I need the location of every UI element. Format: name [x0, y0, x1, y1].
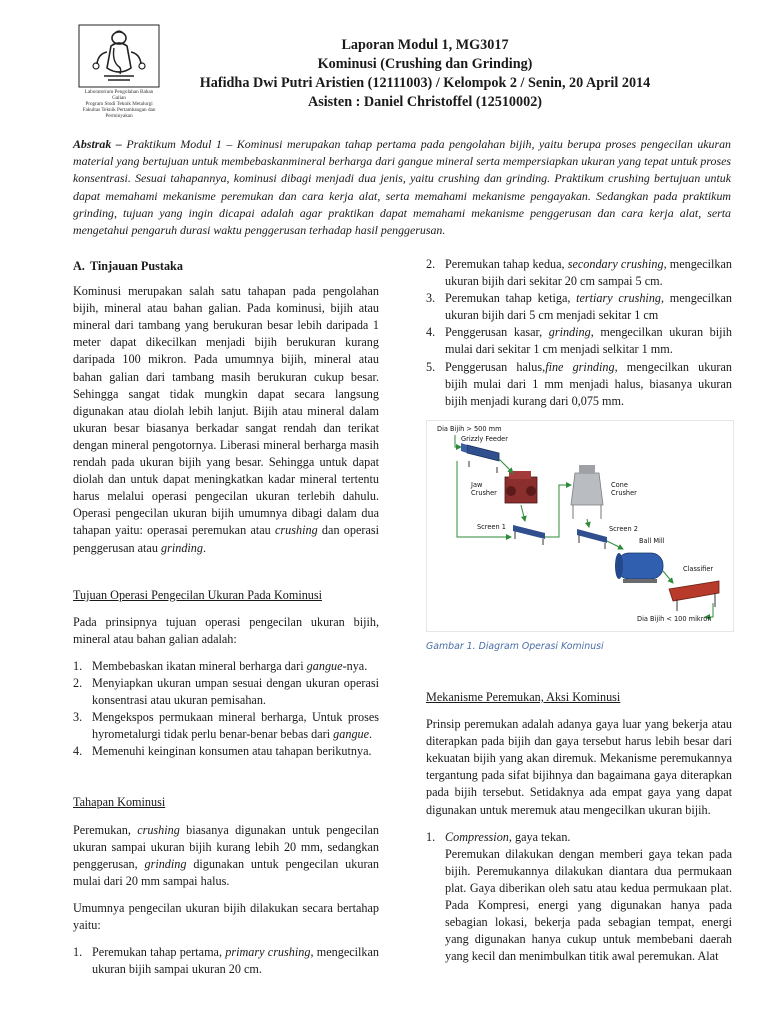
ganesha-emblem-icon [78, 24, 160, 88]
classifier-label: Classifier [683, 564, 714, 573]
cone-label-2: Crusher [611, 488, 637, 497]
abstract [73, 136, 731, 239]
right-column [426, 256, 732, 965]
mekanisme-paragraph: Prinsip peremukan adalah adanya gaya luar yang bekerja atau diterapkan pada bijih dan gaya tersebut harus lebih besar dari kekuatan bijih yang akan diremuk. Mekanisme peremukannya tergantung pada sifat bijihnya dan bagaimana gaya diterapkan pada bijih tersebut. Setidaknya ada empat gaya yang dapat digunakan untuk meremuk atau mengecilkan ukuran bijih. [426, 717, 732, 817]
list-item: 2. Menyiapkan ukuran umpan sesuai dengan ukuran operasi konsentrasi atau ukuran pemisahan. [73, 675, 379, 708]
comminution-diagram [426, 420, 734, 632]
screen-1-label: Screen 1 [477, 522, 506, 531]
assistant-line: Asisten : Daniel Christoffel (12510002) [307, 94, 543, 110]
tujuan-intro: Pada prinsipnya tujuan operasi pengecilan ukuran bijih, mineral atau bahan galian adalah: [73, 614, 379, 646]
logo-caption: Laboratorium Pengolahan Bahan Galian Program Studi Teknik Metalurgi Fakultas Teknik Pertambangan dan Perminyakan [82, 89, 156, 119]
section-a-heading: A. Tinjauan Pustaka [73, 259, 183, 273]
tujuan-list [73, 658, 379, 761]
list-item: 1. Peremukan tahap pertama, primary crushing, mengecilkan ukuran bijih sampai ukuran 20 cm. [73, 945, 380, 977]
jaw-label-2: Crusher [471, 488, 497, 497]
institution-logo [78, 24, 160, 119]
report-title: Laporan Modul 1, MG3017 [341, 37, 509, 53]
tinjauan-paragraph: Kominusi merupakan salah satu tahapan pada pengolahan bijih, mineral atau bahan galian. Pada kominusi, bijih atau mineral dari tambang yang berukuran besar lebih daripada 1 meter dapat dikecilkan menjadi bijih berukuran kurang daripada 100 mikron. Pada umumnya bijih, mineral atau bahan galian dari tambang masih berukuran cukup besar. Sehingga sangat tidak mungkin dapat secara langsung digunakan atau diolah lebih lanjut. Bijih atau mineral dalam ukuran besar biasanya berkadar sangat rendah dan terikat dengan mineral pengotornya. Liberasi mineral berharga masih rendah pada ukuran bijih yang besar. Sehingga untuk dapat diolah dan untuk dapat meningkatkan kadar mineral tertentu harus melalui operasi pengecilan ukuran terlebih dahulu. Operasi pengecilan ukuran bijih umumnya dibagi dalam dua tahapan yaitu: operasai peremukan atau crushing dan operasi penggerusan atau grinding. [73, 284, 379, 555]
steps-list-start [73, 944, 379, 978]
abstract-text: Praktikum Modul 1 – Kominusi merupakan tahap pertama pada pengolahan bijih, yaitu berupa proses pengecilan ukuran material yang bertujuan untuk membebaskanmineral berharga dari gangue mineral serta mempersiapkan ukuran yang tepat untuk proses konsentrasi. Sesuai tahapannya, kominusi dibagi menjadi dua jenis, yaitu crushing dan grinding. Praktikum crushing bertujuan untuk dapat memahami mekanisme peremukan dan cara kerja alat, serta memahami mekanisme pengayakan. Sedangkan pada praktikum grinding, tujuan yang ingin dicapai adalah agar praktikan dapat memahami mekanisme penggerusan dan cara kerja alat, serta mengetahui pengaruh durasi waktu penggerusan terhadap hasil penggerusan. [73, 137, 731, 238]
report-header [165, 36, 685, 112]
feed-size-label: Dia Bijih > 500 mm [437, 424, 502, 433]
abstract-label: Abstrak – [73, 137, 122, 151]
figure-caption: Gambar 1. Diagram Operasi Kominusi [426, 640, 604, 652]
cone-crusher-icon [571, 465, 603, 519]
tahapan-heading: Tahapan Kominusi [73, 795, 166, 810]
classifier-icon [669, 581, 719, 611]
tujuan-heading: Tujuan Operasi Pengecilan Ukuran Pada Kominusi [73, 587, 323, 602]
jaw-label-1: Jaw [471, 480, 483, 489]
list-item: 4. Penggerusan kasar, grinding, mengecilkan ukuran bijih mulai dari sekitar 1 cm menjadi selkitar 1 mm. [426, 325, 732, 357]
forces-list [426, 829, 732, 846]
cone-label-1: Cone [611, 480, 628, 489]
list-item: 1. Compression, gaya tekan. [426, 829, 571, 844]
screen-1-icon [513, 525, 545, 545]
product-size-label: Dia Bijih < 100 mikron [637, 614, 712, 623]
list-item: 4. Memenuhi keinginan konsumen atau tahapan berikutnya. [73, 744, 372, 759]
jaw-crusher-icon [505, 471, 537, 503]
tahapan-paragraph: Peremukan, crushing biasanya digunakan untuk pengecilan ukuran sampai ukuran bijih kurang lebih 20 mm, sedangkan penggerusan, grinding digunakan untuk pengecilan ukuran mulai dari 20 mm sampai halus. [73, 822, 380, 888]
compression-description: Peremukan dilakukan dengan memberi gaya tekan pada bijih. Peremukannya dilakukan diantara dua permukaan plat. Gaya diberikan oleh satu atau kedua permukaan plat. Pada Kompresi, energi yang digunakan hanya pada sebagian lokasi, bekerja pada sebagian tempat, energi yang digunakan hanya cukup untuk membebani daerah yang kecil dan menimbulkan titik awal peremukan. Alat [445, 846, 732, 964]
list-item: 3. Peremukan tahap ketiga, tertiary crushing, mengecilkan ukuran bijih dari 5 cm menjadi sekitar 1 cm [426, 291, 733, 323]
list-item: 3. Mengekspos permukaan mineral berharga, Untuk proses hyrometalurgi tidak perlu benar-benar bebas dari gangue. [73, 710, 379, 742]
report-subtitle: Kominusi (Crushing dan Grinding) [317, 56, 533, 72]
screen-2-label: Screen 2 [609, 524, 638, 533]
screen-2-icon [577, 529, 607, 549]
ball-mill-icon [615, 553, 663, 583]
list-item: 5. Penggerusan halus,fine grinding, mengecilkan ukuran bijih mulai dari 1 mm menjadi halus, biasanya ukuran bijih menjadi kurang dari 0,075 mm. [426, 359, 732, 408]
grizzly-feeder-label: Grizzly Feeder [461, 434, 508, 443]
steps-list-continued [426, 256, 732, 410]
ball-mill-label: Ball Mill [639, 536, 665, 545]
list-item: 1. Membebaskan ikatan mineral berharga dari gangue-nya. [73, 658, 368, 673]
list-item: 2. Peremukan tahap kedua, secondary crushing, mengecilkan ukuran bijih dari sekitar 20 cm sampai 5 cm. [426, 257, 732, 289]
mekanisme-heading: Mekanisme Peremukan, Aksi Kominusi [426, 689, 621, 704]
bertahap-paragraph: Umumnya pengecilan ukuran bijih dilakukan secara bertahap yaitu: [73, 900, 379, 932]
grizzly-feeder-icon [461, 443, 499, 473]
left-column [73, 258, 379, 978]
author-line: Hafidha Dwi Putri Aristien (12111003) / Kelompok 2 / Senin, 20 April 2014 [199, 75, 651, 91]
